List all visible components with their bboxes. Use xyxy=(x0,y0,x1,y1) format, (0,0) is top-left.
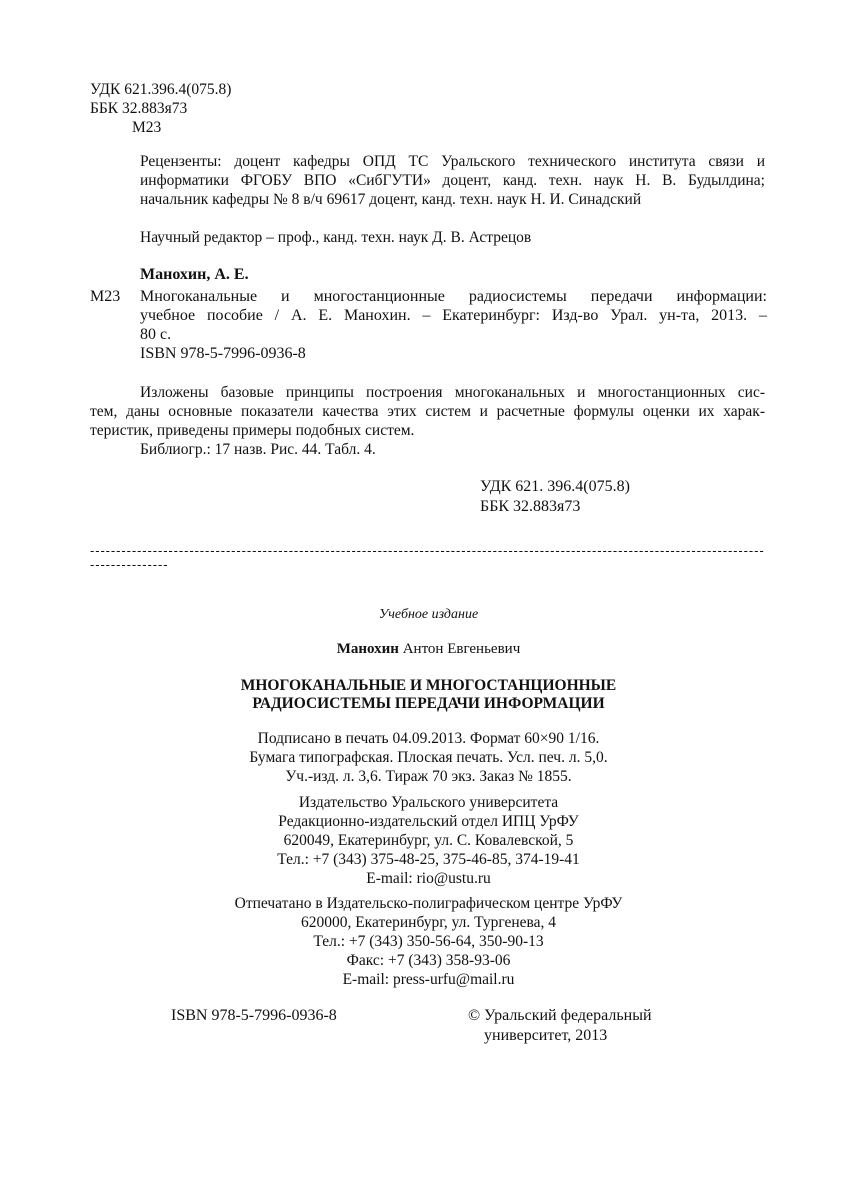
copyright-line-1: © Уральский федеральный xyxy=(468,1007,652,1024)
dashed-separator: ------------------------------------------------------------------------------------------------------------------------------------------------ xyxy=(90,544,765,572)
printer-email: E-mail: press-urfu@mail.ru xyxy=(342,971,515,988)
abstract-line-1: Изложены базовые принципы построения многоканальных и многостанционных сис- xyxy=(140,384,765,401)
bbk-code: ББК 32.883я73 xyxy=(90,100,188,117)
imprint-author xyxy=(0,640,857,658)
catalog-author: Манохин, А. Е. xyxy=(140,266,249,283)
catalog-line-2: учебное пособие / А. Е. Манохин. – Екатеринбург: Изд-во Урал. ун-та, 2013. – xyxy=(140,307,767,324)
reviewers-line-3: начальник кафедры № 8 в/ч 69617 доцент, канд. техн. наук Н. И. Синадский xyxy=(140,191,642,208)
publisher-line-1: Издательство Уральского университета xyxy=(298,794,559,811)
printer-fax: Факс: +7 (343) 358-93-06 xyxy=(346,952,511,969)
imprint-author-surname: Манохин xyxy=(336,641,399,657)
edition-type: Учебное издание xyxy=(378,607,479,622)
printer-line-2: 620000, Екатеринбург, ул. Тургенева, 4 xyxy=(300,914,557,931)
publisher-line-4: Тел.: +7 (343) 375-48-25, 375-46-85, 374-19-41 xyxy=(277,851,580,868)
author-mark: М23 xyxy=(132,119,162,136)
imprint-title-line-2: РАДИОСИСТЕМЫ ПЕРЕДАЧИ ИНФОРМАЦИИ xyxy=(252,695,605,712)
reviewers-line-1: Рецензенты: доцент кафедры ОПД ТС Уральского технического института связи и xyxy=(140,153,765,170)
reviewers-line-2: информатики ФГОБУ ВПО «СибГУТИ» доцент, канд. техн. наук Н. В. Будылдина; xyxy=(140,172,765,189)
abstract-line-3: теристик, приведены примеры подобных систем. xyxy=(90,422,415,439)
print-details-line-3: Уч.-изд. л. 3,6. Тираж 70 экз. Заказ № 1855. xyxy=(285,768,572,785)
imprint-author-name: Антон Евгеньевич xyxy=(398,641,521,657)
publisher-email: E-mail: rio@ustu.ru xyxy=(366,870,491,887)
print-details-line-1: Подписано в печать 04.09.2013. Формат 60×90 1/16. xyxy=(257,730,600,747)
catalog-line-1: Многоканальные и многостанционные радиосистемы передачи информации: xyxy=(140,288,767,305)
footer-isbn: ISBN 978-5-7996-0936-8 xyxy=(171,1007,337,1024)
copyright-line-2: университет, 2013 xyxy=(484,1027,608,1044)
udk-classification: УДК 621. 396.4(075.8) xyxy=(480,478,630,495)
udk-code: УДК 621.396.4(075.8) xyxy=(90,81,232,98)
publisher-line-2: Редакционно-издательский отдел ИПЦ УрФУ xyxy=(278,813,579,830)
abstract-line-4: Библиогр.: 17 назв. Рис. 44. Табл. 4. xyxy=(140,441,376,458)
scientific-editor: Научный редактор – проф., канд. техн. наук Д. В. Астрецов xyxy=(140,229,532,246)
bbk-classification: ББК 32.883я73 xyxy=(480,498,581,515)
print-details-line-2: Бумага типографская. Плоская печать. Усл. печ. л. 5,0. xyxy=(249,749,608,766)
imprint-title-line-1: МНОГОКАНАЛЬНЫЕ И МНОГОСТАНЦИОННЫЕ xyxy=(240,677,617,694)
publisher-line-3: 620049, Екатеринбург, ул. С. Ковалевской, 5 xyxy=(283,832,574,849)
catalog-line-3: 80 с. xyxy=(140,326,172,343)
printer-line-3: Тел.: +7 (343) 350-56-64, 350-90-13 xyxy=(313,933,544,950)
catalog-code: М23 xyxy=(90,288,121,305)
catalog-isbn: ISBN 978-5-7996-0936-8 xyxy=(140,345,306,362)
abstract-line-2: тем, даны основные показатели качества этих систем и расчетные формулы оценки их харак- xyxy=(90,403,765,420)
printer-line-1: Отпечатано в Издательско-полиграфическом центре УрФУ xyxy=(234,895,623,912)
